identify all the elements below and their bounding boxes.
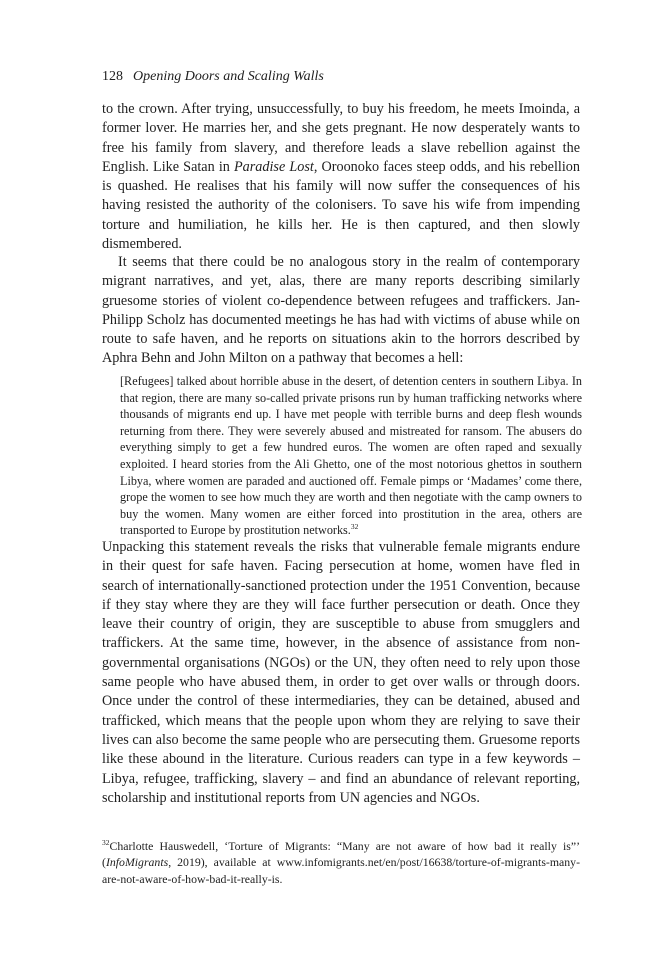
para1-italic-title: Paradise Lost	[234, 158, 314, 175]
block-quote	[120, 373, 582, 539]
para3-text: Unpacking this statement reveals the risks that vulnerable female migrants endure in their quest for safe haven. Facing persecution at home, women have fled in search of internationally-sanctioned protection under the 1951 Convention, because if they stay where they are they will face further persecution or death. Once they leave their country of origin, they are susceptible to abuse from smugglers and traffickers. At the same time, however, in the absence of assistance from non-governmental organisations (NGOs) or the UN, they often need to rely upon those same people who have abused them, in order to get over walls or through doors. Once under the control of these intermediaries, they can be detained, abused and trafficked, which means that the people upon whom they are relying to save their lives can also become the same people who are persecuting them. Gruesome reports like these abound in the literature. Curious readers can type in a few keywords – Libya, refugee, trafficking, slavery – and find an abundance of relevant reporting, scholarship and institutional reports from UN agencies and NGOs.	[102, 539, 580, 806]
page-number: 128	[102, 69, 123, 84]
block-quote-text: [Refugees] talked about horrible abuse in the desert, of detention centers in southern Libya. In that region, there are many so-called private prisons run by human trafficking networks where thousands of migrants end up. I have met people with terrible burns and deep flesh wounds returning from there. They were severely abused and mistreated for ransom. The abusers do everything simply to get a few hundred euros. The women are often raped and sexually exploited. I heard stories from the Ali Ghetto, one of the most notorious ghettos in southern Libya, where women are paraded and auctioned off. Female pimps or ‘Madames’ come there, grope the women to see how much they are worth and then negotiate with the camp owners to buy the women. Many women are either forced into prostitution in the area, others are transported to Europe by prostitution networks.	[120, 374, 582, 538]
para1-text-a: to the crown. After trying, unsuccessfully, to buy his freedom, he meets Imoinda, a former lover. He marries her, and she gets pregnant. He now desperately wants to free his family from slavery, and therefore leads a slave rebellion against the English. Like Satan in	[102, 101, 580, 175]
body-paragraph-3	[102, 538, 580, 808]
footnote	[102, 838, 580, 887]
running-head-title: Opening Doors and Scaling Walls	[133, 69, 324, 84]
body-paragraph-2	[102, 253, 580, 369]
para2-text: It seems that there could be no analogous story in the realm of contemporary migrant narratives, and yet, alas, there are many reports describing similarly gruesome stories of violent co-dependence between refugees and traffickers. Jan-Philipp Scholz has documented meetings he has had with victims of abuse while on route to safe haven, and he reports on situations akin to the horrors described by Aphra Behn and John Milton on a pathway that becomes a hell:	[102, 254, 580, 367]
footnote-italic-source: InfoMigrants	[105, 855, 169, 870]
footnote-text-a: Charlotte Hauswedell, ‘Torture of Migrants: “Many are not aware of how bad it really is”’ (	[102, 839, 580, 870]
para1-text-b: , Oroonoko faces steep odds, and his rebellion is quashed. He realises that his family will now suffer the consequences of his having resisted the authority of the colonisers. To save his wife from impending torture and humiliation, he kills her. He is then captured, and then slowly dismembered.	[102, 158, 580, 253]
running-head	[102, 69, 324, 85]
footnote-number: 32	[102, 838, 110, 847]
body-paragraph-1	[102, 100, 580, 254]
footnote-text-b: , 2019), available at www.infomigrants.net/en/post/16638/torture-of-migrants-many-are-not-aware-of-how-bad-it-really-is.	[102, 855, 580, 886]
footnote-reference: 32	[350, 522, 359, 532]
